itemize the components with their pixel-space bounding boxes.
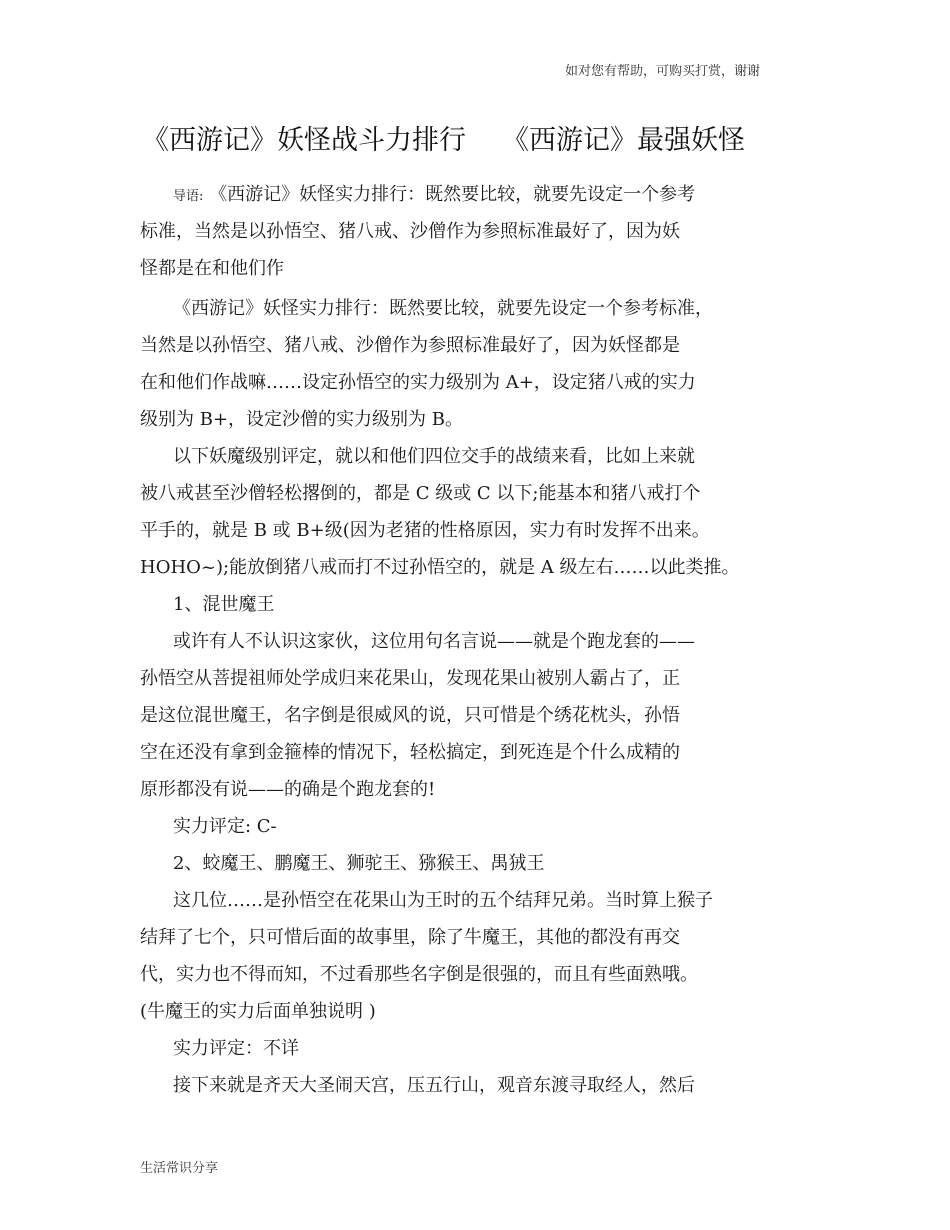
- title-part-2: 《西游记》最强妖怪: [502, 125, 745, 156]
- header-note: 如对您有帮助，可购买打赏，谢谢: [565, 64, 761, 79]
- paragraph-line: 标准，当然是以孙悟空、猪八戒、沙僧作为参照标准最好了，因为妖: [140, 221, 680, 242]
- paragraph-line: 结拜了七个，只可惜后面的故事里，除了牛魔王，其他的都没有再交: [140, 927, 680, 948]
- paragraph-line: 空在还没有拿到金箍棒的情况下，轻松搞定，到死连是个什么成精的: [140, 742, 680, 763]
- title-part-1: 《西游记》妖怪战斗力排行: [142, 125, 466, 156]
- paragraph-line: HOHO~);能放倒猪八戒而打不过孙悟空的，就是 A 级左右……以此类推。: [140, 557, 740, 578]
- paragraph-line: 平手的，就是 B 或 B+级(因为老猪的性格原因，实力有时发挥不出来。: [140, 520, 710, 541]
- paragraph-line: 或许有人不认识这家伙，这位用句名言说——就是个跑龙套的——: [173, 631, 695, 652]
- section-heading: 1、混世魔王: [173, 594, 275, 615]
- paragraph-line: 怪都是在和他们作: [140, 258, 284, 279]
- rating-line: 实力评定：不详: [173, 1038, 299, 1059]
- footer-note: 生活常识分享: [140, 1161, 219, 1176]
- paragraph-line: 当然是以孙悟空、猪八戒、沙僧作为参照标准最好了，因为妖怪都是: [140, 335, 680, 356]
- lead-label: 导语:: [173, 189, 204, 204]
- paragraph-line: 原形都没有说——的确是个跑龙套的!: [140, 779, 436, 800]
- rating-line: 实力评定: C-: [173, 816, 277, 837]
- paragraph-line: [173, 180, 695, 206]
- paragraph-line: 以下妖魔级别评定，就以和他们四位交手的战绩来看，比如上来就: [173, 446, 695, 467]
- paragraph-line: 《西游记》妖怪实力排行：既然要比较，就要先设定一个参考标准，: [173, 298, 713, 319]
- line-text: 《西游记》妖怪实力排行：既然要比较，就要先设定一个参考: [209, 184, 696, 205]
- paragraph-line: 接下来就是齐天大圣闹天宫，压五行山，观音东渡寻取经人，然后: [173, 1075, 695, 1096]
- section-heading: 2、蛟魔王、鹏魔王、狮驼王、猕猴王、禺狨王: [173, 853, 545, 874]
- paragraph-line: (牛魔王的实力后面单独说明 ): [140, 1001, 376, 1022]
- paragraph-line: 这几位……是孙悟空在花果山为王时的五个结拜兄弟。当时算上猴子: [173, 890, 713, 911]
- paragraph-line: 孙悟空从菩提祖师处学成归来花果山，发现花果山被别人霸占了，正: [140, 668, 680, 689]
- paragraph-line: 被八戒甚至沙僧轻松撂倒的，都是 C 级或 C 以下;能基本和猪八戒打个: [140, 483, 701, 504]
- paragraph-line: 代，实力也不得而知，不过看那些名字倒是很强的，而且有些面熟哦。: [140, 964, 698, 985]
- paragraph-line: 在和他们作战嘛……设定孙悟空的实力级别为 A+，设定猪八戒的实力: [140, 372, 696, 393]
- paragraph-line: 级别为 B+，设定沙僧的实力级别为 B。: [140, 409, 463, 430]
- paragraph-line: 是这位混世魔王，名字倒是很威风的说，只可惜是个绣花枕头，孙悟: [140, 705, 680, 726]
- page-title: [142, 118, 745, 157]
